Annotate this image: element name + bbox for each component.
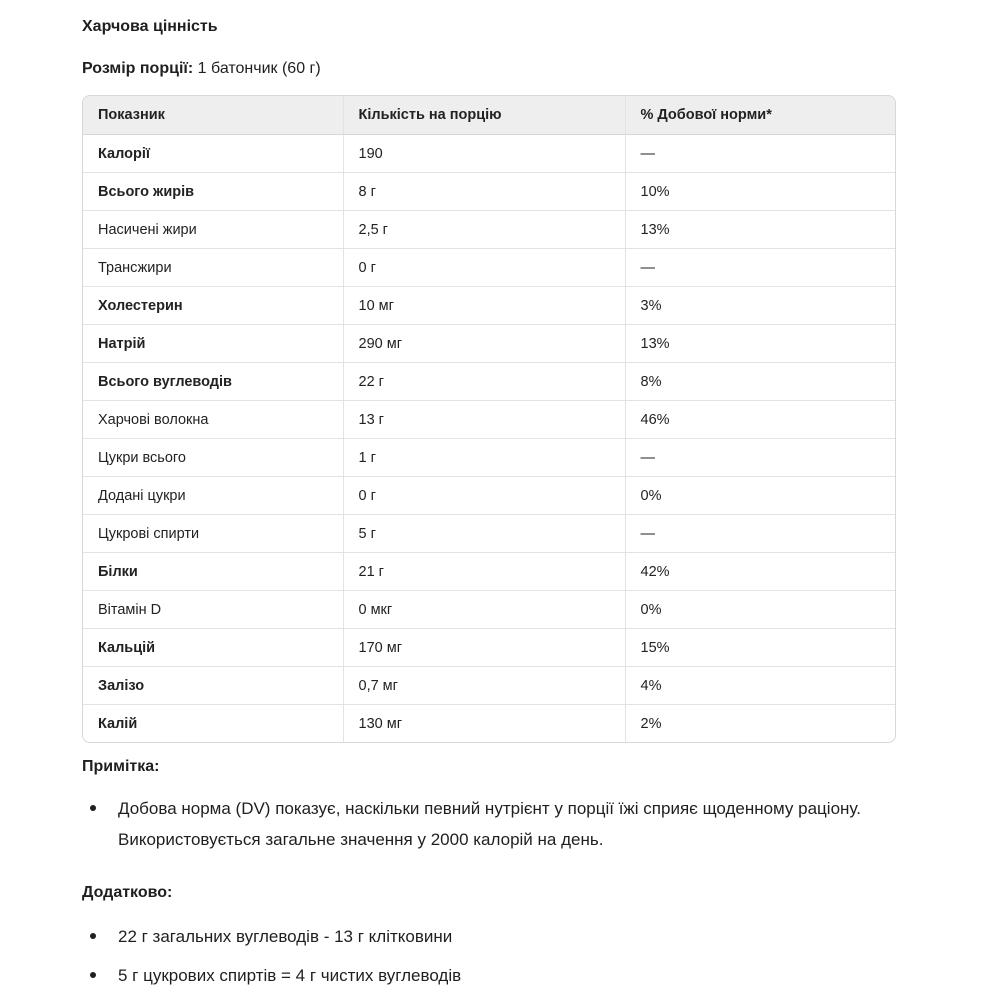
- cell-amount: 0,7 мг: [343, 667, 625, 705]
- cell-daily-value: —: [625, 515, 895, 553]
- cell-amount: 2,5 г: [343, 211, 625, 249]
- serving-size-label: Розмір порції:: [82, 60, 194, 77]
- table-row: [83, 515, 895, 553]
- cell-nutrient: Трансжири: [83, 249, 343, 287]
- cell-daily-value: —: [625, 249, 895, 287]
- list-item: [82, 921, 882, 952]
- note-list: [82, 793, 882, 855]
- cell-daily-value: 10%: [625, 173, 895, 211]
- table-row: [83, 553, 895, 591]
- cell-daily-value: 2%: [625, 705, 895, 743]
- table-row: [83, 249, 895, 287]
- note-title: Примітка:: [82, 758, 160, 775]
- cell-amount: 0 г: [343, 249, 625, 287]
- cell-nutrient: Всього жирів: [83, 173, 343, 211]
- cell-daily-value: 13%: [625, 325, 895, 363]
- cell-daily-value: 8%: [625, 363, 895, 401]
- cell-nutrient: Залізо: [83, 667, 343, 705]
- cell-daily-value: 0%: [625, 477, 895, 515]
- bullet-icon: [90, 805, 96, 811]
- table-row: [83, 135, 895, 173]
- cell-daily-value: —: [625, 135, 895, 173]
- cell-amount: 0 мкг: [343, 591, 625, 629]
- cell-daily-value: 42%: [625, 553, 895, 591]
- header-nutrient: Показник: [83, 96, 343, 135]
- list-item: [82, 960, 882, 991]
- cell-daily-value: 3%: [625, 287, 895, 325]
- cell-amount: 13 г: [343, 401, 625, 439]
- bullet-icon: [90, 972, 96, 978]
- cell-nutrient: Холестерин: [83, 287, 343, 325]
- table-row: [83, 287, 895, 325]
- nutrition-table: [82, 95, 896, 743]
- table-row: [83, 705, 895, 743]
- serving-size-value: 1 батончик (60 г): [197, 60, 321, 77]
- header-amount: Кількість на порцію: [343, 96, 625, 135]
- cell-nutrient: Кальцій: [83, 629, 343, 667]
- list-item-text: Добова норма (DV) показує, наскільки певний нутрієнт у порції їжі сприяє щоденному раціону. Використовується загальне значення у 2000 калорій на день.: [118, 799, 861, 849]
- table-body: [83, 135, 895, 743]
- header-daily-value: % Добової норми*: [625, 96, 895, 135]
- table-header-row: [83, 96, 895, 135]
- cell-amount: 170 мг: [343, 629, 625, 667]
- cell-amount: 22 г: [343, 363, 625, 401]
- table-row: [83, 667, 895, 705]
- cell-daily-value: —: [625, 439, 895, 477]
- cell-nutrient: Цукри всього: [83, 439, 343, 477]
- table-row: [83, 439, 895, 477]
- cell-amount: 10 мг: [343, 287, 625, 325]
- cell-nutrient: Калій: [83, 705, 343, 743]
- cell-amount: 21 г: [343, 553, 625, 591]
- cell-daily-value: 13%: [625, 211, 895, 249]
- table-row: [83, 363, 895, 401]
- list-item: [82, 793, 882, 855]
- cell-nutrient: Цукрові спирти: [83, 515, 343, 553]
- cell-amount: 0 г: [343, 477, 625, 515]
- serving-size: [82, 60, 321, 78]
- cell-amount: 5 г: [343, 515, 625, 553]
- table-row: [83, 325, 895, 363]
- cell-nutrient: Натрій: [83, 325, 343, 363]
- cell-nutrient: Додані цукри: [83, 477, 343, 515]
- table-row: [83, 401, 895, 439]
- cell-daily-value: 4%: [625, 667, 895, 705]
- table-row: [83, 477, 895, 515]
- table-row: [83, 173, 895, 211]
- cell-nutrient: Білки: [83, 553, 343, 591]
- extra-list: [82, 921, 882, 999]
- cell-amount: 130 мг: [343, 705, 625, 743]
- cell-daily-value: 0%: [625, 591, 895, 629]
- table-row: [83, 629, 895, 667]
- cell-nutrient: Калорії: [98, 145, 150, 162]
- cell-amount: 190: [343, 135, 625, 173]
- page-title: Харчова цінність: [82, 18, 218, 35]
- table-row: [83, 591, 895, 629]
- extra-title: Додатково:: [82, 884, 173, 901]
- cell-nutrient: Харчові волокна: [83, 401, 343, 439]
- cell-amount: 1 г: [343, 439, 625, 477]
- list-item-text: 22 г загальних вуглеводів - 13 г клітковини: [118, 927, 453, 946]
- cell-nutrient: Насичені жири: [83, 211, 343, 249]
- list-item-text: 5 г цукрових спиртів = 4 г чистих вуглеводів: [118, 966, 462, 985]
- bullet-icon: [90, 933, 96, 939]
- cell-nutrient: Вітамін D: [83, 591, 343, 629]
- cell-daily-value: 46%: [625, 401, 895, 439]
- cell-amount: 8 г: [343, 173, 625, 211]
- table-row: [83, 211, 895, 249]
- cell-amount: 290 мг: [343, 325, 625, 363]
- cell-daily-value: 15%: [625, 629, 895, 667]
- cell-nutrient: Всього вуглеводів: [83, 363, 343, 401]
